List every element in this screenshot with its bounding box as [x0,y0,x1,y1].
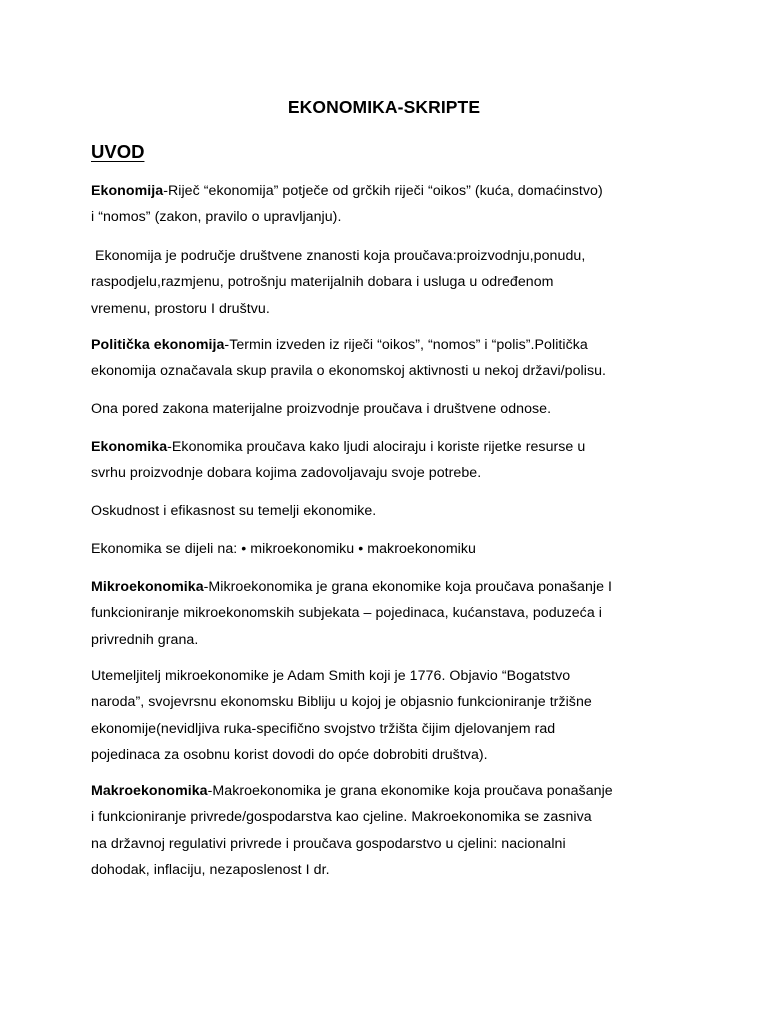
paragraph-line [91,574,691,600]
paragraph-makroekonomika [91,778,691,884]
paragraph-line [91,434,691,460]
paragraph-line: Oskudnost i efikasnost su temelji ekonomike. [91,503,377,519]
paragraph-podjela [91,536,691,562]
paragraph-line: naroda”, svojevrsnu ekonomsku Bibliju u kojoj je objasnio funkcioniranje tržišne [91,694,592,711]
paragraph-drustveni-odnosi [91,396,691,422]
paragraph-line: ekonomija označavala skup pravila o ekonomskoj aktivnosti u nekoj državi/polisu. [91,363,607,380]
paragraph-mikroekonomika [91,574,691,653]
paragraph-line: ekonomije(nevidljiva ruka-specifično svojstvo tržišta čijim djelovanjem rad [91,720,556,737]
term-mikroekonomika: Mikroekonomika [91,579,204,595]
paragraph-line: i “nomos” (zakon, pravilo o upravljanju). [91,209,342,226]
paragraph-ekonomika [91,434,691,487]
paragraph-text: -Riječ “ekonomija” potječe od grčkih riječi “oikos” (kuća, domaćinstvo) [163,183,603,199]
paragraph-line: na državnoj regulativi privrede i proučava gospodarstvo u cjelini: nacionalni [91,835,566,852]
paragraph-line: funkcioniranje mikroekonomskih subjekata – pojedinaca, kućanstava, poduzeća i [91,605,602,622]
paragraph-line: raspodjelu,razmjenu, potrošnju materijalnih dobara i usluga u određenom [91,274,554,291]
paragraph-definition [91,243,691,322]
paragraph-line: Ekonomika se dijeli na: • mikroekonomiku • makroekonomiku [91,541,476,557]
paragraph-line [91,178,691,204]
paragraph-line: pojedinaca za osobnu korist dovodi do opće dobrobiti društva). [91,747,488,764]
paragraph-text: -Makroekonomika je grana ekonomike koja proučava ponašanje [207,783,613,799]
term-politicka-ekonomija: Politička ekonomija [91,337,225,353]
paragraph-line: Utemeljitelj mikroekonomike je Adam Smith koji je 1776. Objavio “Bogatstvo [91,668,571,684]
term-makroekonomika: Makroekonomika [91,783,208,799]
paragraph-line: privrednih grana. [91,631,199,648]
paragraph-line: Ekonomija je područje društvene znanosti koja proučava:proizvodnju,ponudu, [91,248,586,264]
paragraph-text: -Ekonomika proučava kako ljudi alociraju i koriste rijetke resurse u [167,439,586,455]
paragraph-politicka-ekonomija [91,332,691,385]
paragraph-line: i funkcioniranje privrede/gospodarstva kao cjeline. Makroekonomika se zasniva [91,809,592,826]
paragraph-line: Ona pored zakona materijalne proizvodnje proučava i društvene odnose. [91,401,552,417]
term-ekonomija: Ekonomija [91,183,164,199]
paragraph-ekonomija [91,178,691,231]
paragraph-adam-smith [91,663,691,769]
term-ekonomika: Ekonomika [91,439,168,455]
paragraph-line: vremenu, prostoru I društvu. [91,300,270,317]
paragraph-text: -Mikroekonomika je grana ekonomike koja proučava ponašanje I [203,579,613,595]
section-heading-uvod: UVOD [91,141,145,162]
paragraph-oskudnost [91,498,691,524]
paragraph-text: -Termin izveden iz riječi “oikos”, “nomos” i “polis”.Politička [224,337,588,353]
paragraph-line [91,332,691,358]
paragraph-line: svrhu proizvodnje dobara kojima zadovoljavaju svoje potrebe. [91,465,482,482]
document-title: EKONOMIKA-SKRIPTE [287,97,481,117]
paragraph-line [91,778,691,804]
paragraph-line: dohodak, inflaciju, nezaposlenost I dr. [91,862,330,879]
